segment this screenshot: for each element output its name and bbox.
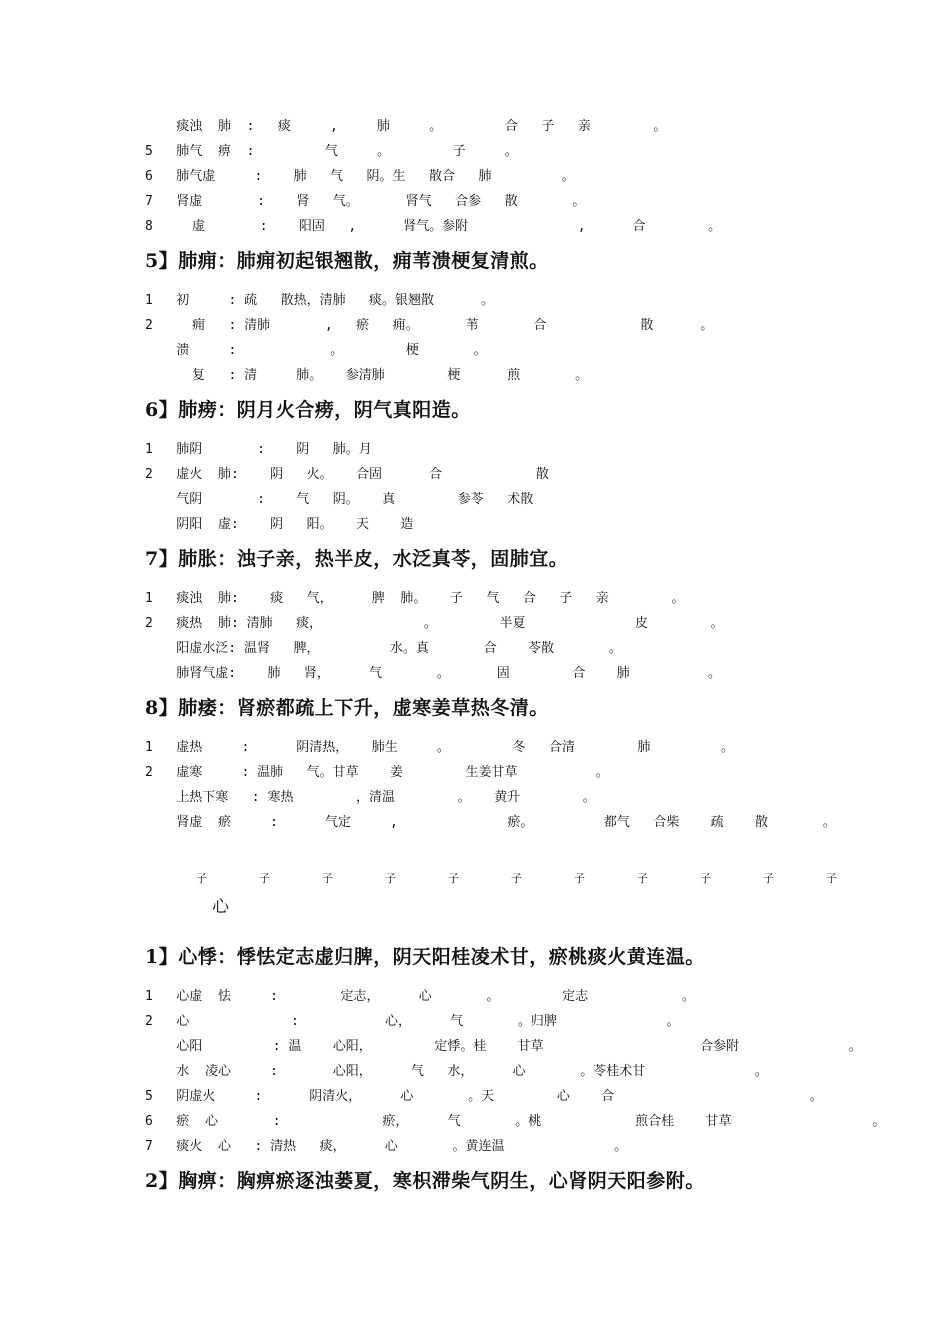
list-line: 6 瘀 心 : 瘀， 气 。桃 煎合桂 甘草 。 [145,1114,886,1129]
chapter-title-heart: 心 [212,897,229,917]
list-line: 肺肾气虚: 肺 肾， 气 。 固 合 肺 。 [145,666,721,681]
section-heading-lung-atrophy: 8】肺痿：肾瘀都疏上下升，虚寒姜草热冬清。 [145,697,549,719]
separator-row [180,872,860,888]
list-line: 心阳 : 温 心阳， 定悸。桂 甘草 合参附 。 [145,1039,862,1054]
separator-char: 子 [448,872,459,885]
section-heading-tuberculosis: 6】肺痨：阴月火合痨，阴气真阳造。 [145,399,471,421]
section-heading-lung-distension: 7】肺胀：浊子亲，热半皮，水泛真苓，固肺宜。 [145,548,569,570]
separator-char: 子 [259,872,270,885]
separator-char: 子 [322,872,333,885]
list-line: 1 心虚 怯 : 定志， 心 。 定志 。 [145,989,695,1004]
section-heading-chest-bi: 2】胸痹：胸痹瘀逐浊蒌夏，寒枳滞柴气阴生，心肾阴天阳参附。 [145,1170,705,1192]
separator-char: 子 [574,872,585,885]
section-heading-palpitation: 1】心悸：悸怯定志虚归脾，阴天阳桂凌术甘，瘀桃痰火黄连温。 [145,946,705,968]
list-line: 溃 : 。 梗 。 [145,343,487,358]
section-heading-lung-abscess: 5】肺痈：肺痈初起银翘散，痈苇溃梗复清煎。 [145,250,549,272]
list-line: 水 凌心 : 心阳， 气 水， 心 。苓桂术甘 。 [145,1064,768,1079]
separator-char: 子 [511,872,522,885]
list-line: 肾虚 瘀 : 气定 , 瘀。 都气 合柴 疏 散 。 [145,815,836,830]
list-line: 1 初 : 疏 散热，清肺 痰。银翘散 。 [145,293,495,308]
separator-char: 子 [763,872,774,885]
list-line: 阴阳 虚: 阴 阳。 天 造 [145,517,414,532]
list-line: 上热下寒 : 寒热 ，清温 。 黄升 。 [145,790,596,805]
list-line: 2 虚寒 : 温肺 气。甘草 姜 生姜甘草 。 [145,765,609,780]
list-line: 2 虚火 肺: 阴 火。 合固 合 散 [145,467,549,482]
separator-char: 子 [826,872,837,885]
list-line: 1 肺阴 : 阴 肺。月 [145,442,372,457]
separator-char: 子 [385,872,396,885]
separator-char: 子 [637,872,648,885]
list-line: 2 痰热 肺: 清肺 痰， 。 半夏 皮 。 [145,616,724,631]
list-line: 气阴 : 气 阴。 真 参苓 术散 [145,492,534,507]
separator-char: 子 [196,872,207,885]
list-line: 8 虚 : 阳固 , 肾气。参附 , 合 。 [145,219,722,234]
list-line: 1 痰浊 肺: 痰 气， 脾 肺。 子 气 合 子 亲 。 [145,591,685,606]
list-line: 7 痰火 心 : 清热 痰， 心 。黄连温 。 [145,1139,628,1154]
list-line: 5 肺气 痹 : 气 。 子 。 [145,144,518,159]
list-line: 1 虚热 : 阴清热， 肺生 。 冬 合清 肺 。 [145,740,734,755]
separator-char: 子 [700,872,711,885]
list-line: 2 心 : 心， 气 。归脾 。 [145,1014,680,1029]
list-line: 7 肾虚 : 肾 气。 肾气 合参 散 。 [145,194,586,209]
list-line: 复 : 清 肺。 参清肺 梗 煎 。 [145,368,589,383]
list-line: 5 阴虚火 : 阴清火， 心 。天 心 合 。 [145,1089,823,1104]
list-line: 6 肺气虚 : 肺 气 阴。生 散合 肺 。 [145,169,575,184]
list-line: 阳虚水泛: 温肾 脾， 水。真 合 苓散 。 [145,641,622,656]
list-line: 2 痈 : 清肺 , 瘀 痈。 苇 合 散 。 [145,318,714,333]
list-line: 痰浊 肺 : 痰 , 肺 。 合 子 亲 。 [145,119,667,134]
